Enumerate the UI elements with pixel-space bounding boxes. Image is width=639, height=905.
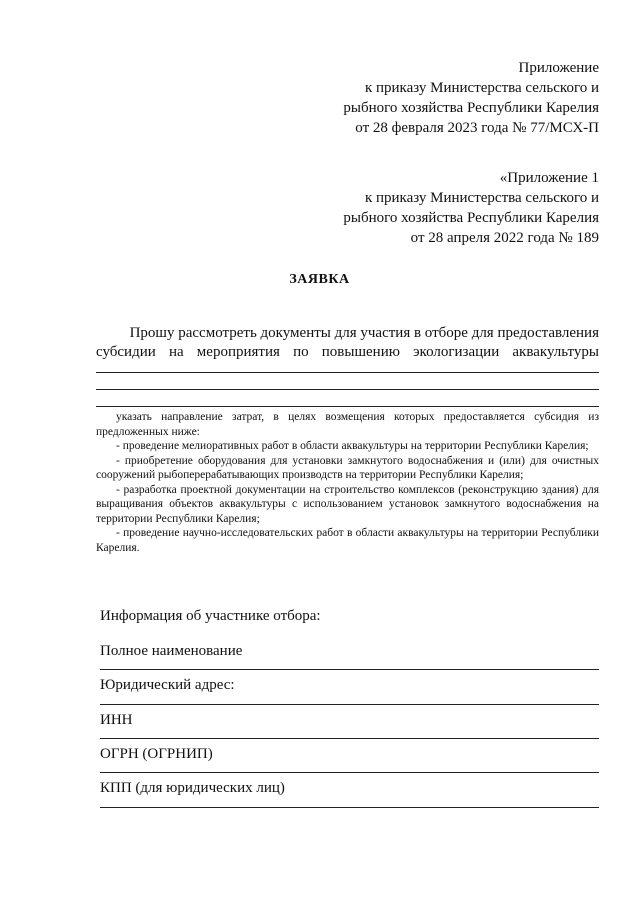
legal-address-field[interactable] bbox=[100, 704, 599, 705]
field-label-kpp: КПП (для юридических лиц) bbox=[100, 780, 285, 796]
blank-fill-line[interactable] bbox=[96, 406, 599, 407]
ogrn-field[interactable] bbox=[100, 772, 599, 773]
original-annex-header bbox=[343, 168, 599, 248]
original-annex-line: от 28 апреля 2022 года № 189 bbox=[410, 230, 599, 246]
annex-header-line: рыбного хозяйства Республики Карелия bbox=[343, 100, 599, 116]
full-name-field[interactable] bbox=[100, 669, 599, 670]
option-item: - проведение научно-исследовательских работ в области аквакультуры на территории Республики Карелия. bbox=[96, 527, 599, 554]
instruction-hint: указать направление затрат, в целях возмещения которых предоставляется субсидия из предложенных ниже: bbox=[96, 411, 599, 438]
intro-text-line: субсидии на мероприятия по повышению экологизации аквакультуры bbox=[96, 344, 599, 360]
option-item: - проведение мелиоративных работ в области аквакультуры на территории Республики Карелия; bbox=[116, 440, 589, 452]
blank-fill-line[interactable] bbox=[96, 389, 599, 390]
field-label-inn: ИНН bbox=[100, 712, 133, 728]
original-annex-line: к приказу Министерства сельского и bbox=[364, 190, 599, 206]
annex-header-line: от 28 февраля 2023 года № 77/МСХ-П bbox=[355, 120, 599, 136]
annex-header-line: Приложение bbox=[518, 60, 599, 76]
option-item: - разработка проектной документации на строительство комплексов (реконструкцию здания) для выращивания объектов аквакультуры с использованием установок замкнутого водоснабжения на территории Республики Карелия; bbox=[96, 483, 599, 525]
document-title: ЗАЯВКА bbox=[289, 272, 350, 287]
original-annex-line: «Приложение 1 bbox=[499, 170, 599, 186]
inn-field[interactable] bbox=[100, 738, 599, 739]
field-label-ogrn: ОГРН (ОГРНИП) bbox=[100, 746, 213, 762]
intro-text-line: Прошу рассмотреть документы для участия в отборе для предоставления bbox=[129, 325, 599, 341]
participant-info-heading: Информация об участнике отбора: bbox=[100, 608, 321, 624]
kpp-field[interactable] bbox=[100, 807, 599, 808]
expense-direction-instructions bbox=[96, 410, 599, 555]
field-label-full-name: Полное наименование bbox=[100, 643, 243, 659]
original-annex-line: рыбного хозяйства Республики Карелия bbox=[343, 210, 599, 226]
field-label-legal-address: Юридический адрес: bbox=[100, 677, 235, 693]
annex-header bbox=[343, 58, 599, 138]
blank-fill-line[interactable] bbox=[96, 372, 599, 373]
option-item: - приобретение оборудования для установки замкнутого водоснабжения и (или) для очистных сооружений рыбоперерабатывающих производств на территории Республики Карелия; bbox=[96, 454, 599, 481]
annex-header-line: к приказу Министерства сельского и bbox=[364, 80, 599, 96]
